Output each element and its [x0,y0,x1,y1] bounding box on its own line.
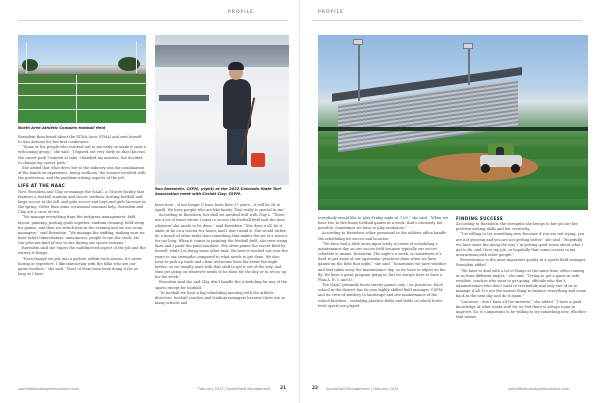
snow-photo [155,35,289,185]
paragraph: She added that what drew her to the industry was the combination of the hands-on experience, being outdoors, the science involved with the profession, and the problem-solving aspects of the job. [18,165,146,181]
section-tag: PROFILE [318,10,345,15]
section-tag: PROFILE [228,10,255,15]
footer-issue: February 2023 | SportsField Management [198,387,271,391]
baseball-field-photo [318,35,588,210]
right-column-1 [318,216,448,384]
paragraph: “In football we have a big scheduling meeting with the athletic directors, football coaches and stadium managers because there are so many schools and [155,290,286,305]
paragraph: Now, Roesslein and Clay co-manage the NAAC, a 74-acre facility that features a football stadium and soccer stadium, hosting football and large soccer in the fall, and girls soccer and boys and girls lacrosse in the spring. Other than some occasional seasonal help, Roesslein and Clay are a crew of two. [18,189,146,215]
football-field-photo [18,35,146,123]
paragraph: Roesslein said she and Clay don’t handle the scheduling for any of the sports except for football. [155,280,288,290]
photo-caption: North Area Athletic Complex football field [18,126,106,130]
footer-issue: SportsField Management | February 2023 [326,387,399,391]
right-column-2 [456,214,588,384]
footer-site: sportsfieldmanagementonline.com [508,387,570,391]
page-number: 22 [312,386,319,391]
section-heading: LIFE AT THE NAAC [18,183,66,189]
photo-caption: Ron Roesslein, CSFM, (right) at the 2022 Colorado State Turf Association meet with Christi Clay, CSFM. [155,187,281,196]
header-rule [18,20,288,21]
paragraph: According to Roesslein, the strengths she brings to her job are her problem-solving skills and her creativity. [456,222,578,232]
paragraph: “I’m willing to try something new, because if you are not trying, you are not growing and you are not getting better,” she said. “Hopefully, we have some fun along the way. I’m getting good sense about what I got to do, and I love my job, so hopefully that comes across in my interactions with other people.” [456,232,585,258]
left-column-2 [155,203,289,383]
paragraph: Roesslein then heard about the STMA (now STMA) and sent herself to San Antonio for her first conference. [18,135,142,145]
paragraph: “We have to deal with a lot of things at the same time, often coming at us from different angles,” she said. “Trying to get a game in with weather, coaches who want to get going, officials who don’t, administrators who don’t want to reschedule and only two of us to manage it all. It’s not the easiest thing to balance everything and come back in the next day and do it again.” [456,268,586,299]
header-rule [312,20,582,21]
page-number: 21 [280,386,287,391]
paragraph: everybody would like to play Friday night at 7:00,” she said. “When we have two to five home football games in a week, that’s obviously not possible. Sometimes we have to play mediators.” [318,216,448,231]
paragraph: “Lacrosse – don’t have all the answers,” she added. “I have a good knowledge of what works well for us, but there is always room to improve. So, it’s important to be willing to try something new. Whether that means [456,299,587,319]
paragraph: “Even though we put into a pattern within each season, it’s never boring or repetitive. I like interacting with the folks who are our game workers,” she said. “Most of them have been doing it for as long as I have [18,256,142,277]
paragraph: Perseverance is the most important quality in a sports field manager, Roesslein added. [456,258,587,268]
paragraph: According to Roesslein, her skill set meshed well with Clay’s. “There are a lot of times where I want to access the football field and she does whatever she needs to be done,” said Roesslein. “She does it all, be it smile or be on a tractor for hours, and I don’t mind it. She would rather do a bunch of other tasks than something that makes the art of a tractor for too long. When it comes to painting the football field, she runs string lines and I paint the paint machine. She often paints the soccer field by herself, while I’m doing some other task. We have it worked out over the years to our strengths compared to what needs to get done. We also have to pick up trash and clean restrooms from the event the night before, so we usually start with that stuff to get it out of the way, and then get going on whatever needs to be done for the day or to set us up for the week.” [155,213,288,280]
paragraph: “We have had a little more input lately in terms of scheduling a maintenance day on our soccer field because typically our soccer schedule is insane, Roesslein. The night’s a week, so sometimes it’s hard to get some of our agronomic practices done when we have games on the field that night,” she said. “Sometimes we have weather and that takes away the maintenance day, so we have to adjust on the fly. We have a great program going in, but we always have to have a Plan A, B, C and D.” [318,241,447,282]
footer-site: sportsfieldmanagementonline.com [18,387,80,391]
paragraph: “Some of the people who reached out to me early on made it such a welcoming group,” she said. “I figured out very early on that this was the career path I wanted to take. I finished my masters, but decided to change my career path.” [18,145,146,165]
mower-icon [478,143,524,171]
section-heading: FINDING SUCCESS [456,216,504,221]
paragraph: Roesslein said she enjoys the multifaceted aspect of the job and the variety it brings. [18,246,146,256]
right-page [300,0,600,403]
paragraph: “We manage everything from the turfgrass management, field layout, painting, putting goals together, stadium cleaning, field setup for games, and then we switch hats in the evening and we are event managers,” said Roesslein. “We manage the staffing, making sure we have ticket takers/takers, announcers, people to run the clock, etc. Our jobs are kind of two in one during our sports seasons.” [18,215,145,246]
paragraph: been here – if not longer (I have been here 27 years – it will be 28 in April). We have people who are like family. That really is special to me.” [155,203,287,213]
paragraph: The NAAC primarily hosts varsity games only – no practices. Each school in the district has its own highly skilled field manager, CSFM, and its crew of sixtilecy to landscape and site maintenance of the school facilities – including practice fields and fields on which lower-level sports are played. [318,283,444,308]
left-column-1 [18,135,146,385]
paragraph: According to Roesslein, other personnel in the athletic office handle the scheduling for soccer and lacrosse. [318,231,447,241]
